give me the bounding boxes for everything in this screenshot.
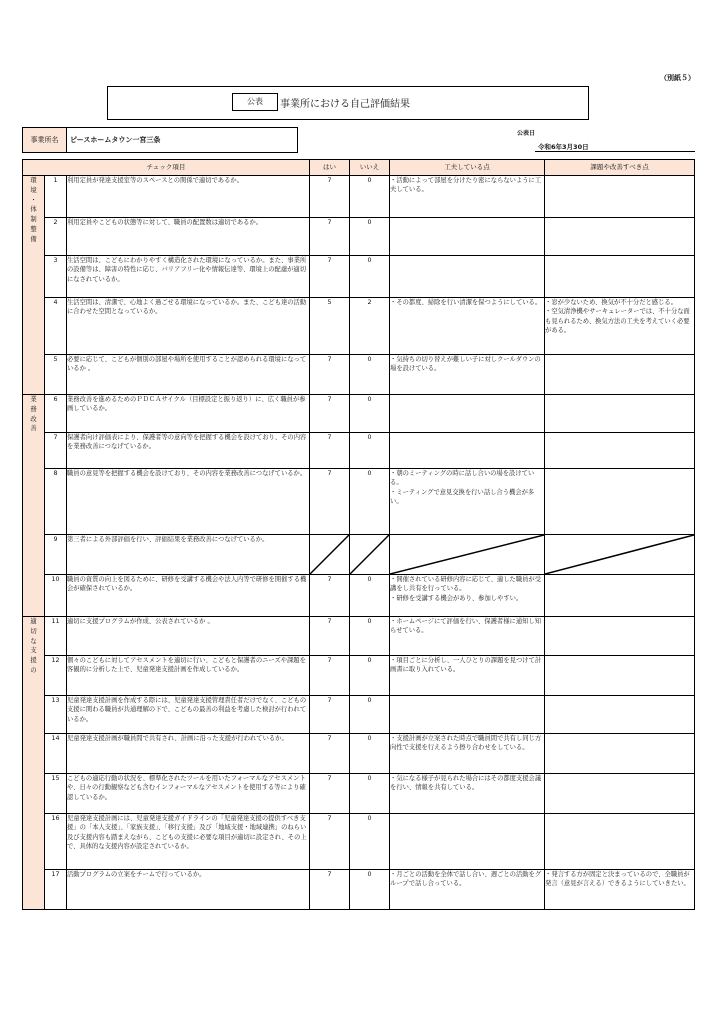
issues	[545, 774, 695, 814]
check-item: 利用定員が発達支援室等のスペースとの関係で適切であるか。	[67, 176, 310, 218]
section-label-char: 整	[30, 225, 37, 233]
table-row	[23, 535, 695, 575]
row-number: 14	[45, 734, 67, 774]
not-applicable-slash	[545, 535, 694, 574]
section-label-char: 支	[30, 647, 37, 655]
section-label-char: 適	[30, 618, 37, 625]
header-no: いいえ	[350, 160, 390, 176]
publication-date-underline	[535, 151, 695, 152]
section-label-char: 業	[30, 396, 37, 403]
table-row	[23, 176, 695, 218]
good-points	[390, 814, 545, 870]
section-label	[23, 617, 45, 910]
yes-count-na	[310, 535, 350, 575]
no-count: 0	[350, 814, 390, 870]
no-count: 0	[350, 774, 390, 814]
good-points	[390, 218, 545, 256]
table-row	[23, 298, 695, 355]
yes-count: 7	[310, 656, 350, 696]
good-points-na	[390, 535, 545, 575]
publication-date-label: 公表日	[517, 130, 536, 137]
issues: ・窓が少ないため、換気が不十分だと感じる。 ・空気清浄機やサーキュレーターでは、不十分な面も見られるため、換気方法の工夫を考えていく必要がある。	[545, 298, 695, 355]
check-item: こどもの適応行動の状況を、標準化されたツールを用いたフォーマルなアセスメントや、日々の行動観察なども含むインフォーマルなアセスメントを使用する等により確認しているか。	[67, 774, 310, 814]
row-number: 5	[45, 355, 67, 395]
section-label-char: 改	[30, 415, 37, 423]
row-number: 8	[45, 469, 67, 535]
no-count: 2	[350, 298, 390, 355]
section-label	[23, 395, 45, 617]
not-applicable-slash	[390, 535, 544, 574]
issues	[545, 656, 695, 696]
table-header-row	[23, 160, 695, 176]
public-tag: 公表	[232, 93, 278, 111]
table-row	[23, 617, 695, 656]
row-number: 1	[45, 176, 67, 218]
check-item: 必要に応じて、こどもが個別の部屋や場所を使用することが認められる環境になっているか 。	[67, 355, 310, 395]
check-item: 個々のこどもに対してアセスメントを適切に行い、こどもと保護者のニーズや課題を客観的に分析した上で、児童発達支援計画を作成しているか。	[67, 656, 310, 696]
row-number: 11	[45, 617, 67, 656]
no-count: 0	[350, 696, 390, 734]
row-number: 7	[45, 433, 67, 469]
row-number: 16	[45, 814, 67, 870]
issues	[545, 575, 695, 617]
table-row	[23, 696, 695, 734]
issues	[545, 176, 695, 218]
section-label-char: 制	[30, 216, 37, 223]
section-label-char: 環	[30, 177, 37, 184]
no-count-na	[350, 535, 390, 575]
yes-count: 7	[310, 433, 350, 469]
good-points: ・気持ちの切り替えが難しい子に対しクールダウンの場を設けている。	[390, 355, 545, 395]
issues	[545, 433, 695, 469]
issues	[545, 696, 695, 734]
yes-count: 7	[310, 218, 350, 256]
row-number: 2	[45, 218, 67, 256]
issues	[545, 617, 695, 656]
table-row	[23, 575, 695, 617]
table-row	[23, 256, 695, 298]
yes-count: 7	[310, 469, 350, 535]
row-number: 17	[45, 870, 67, 910]
row-number: 6	[45, 395, 67, 433]
header-check-item: チェック項目	[23, 160, 310, 176]
check-item: 生活空間は、こどもにわかりやすく構造化された環境になっているか。また、事業所の設備等は、障害の特性に応じ、バリアフリー化や情報伝達等、環境上の配慮が適切になされているか。	[67, 256, 310, 298]
issues	[545, 734, 695, 774]
good-points: ・活動によって部屋を分けたり密にならないように工夫している。	[390, 176, 545, 218]
section-label-char: ・	[30, 196, 37, 204]
yes-count: 7	[310, 617, 350, 656]
check-item: 第三者による外部評価を行い、評価結果を業務改善につなげているか。	[67, 535, 310, 575]
header-good-points: 工夫している点	[390, 160, 545, 176]
good-points: ・月ごとの活動を全体で話し合い、週ごとの活動をグループで話し合っている。	[390, 870, 545, 910]
yes-count: 7	[310, 256, 350, 298]
good-points: ・その都度、掃除を行い清潔を保つようにしている。	[390, 298, 545, 355]
issues	[545, 256, 695, 298]
yes-count: 7	[310, 395, 350, 433]
no-count: 0	[350, 433, 390, 469]
yes-count: 7	[310, 734, 350, 774]
table-row	[23, 870, 695, 910]
check-item: 児童発達支援計画には、児童発達支援ガイドラインの「児童発達支援の提供すべき支援」の「本人支援」、「家族支援」、「移行支援」及び「地域支援・地域連携」のねらい及び支援内容も踏まえながら、こどもの支援に必要な項目が適切に設定され、その上で、具体的な支援内容が設定されているか。	[67, 814, 310, 870]
row-number: 12	[45, 656, 67, 696]
section-label-char: 境	[30, 186, 37, 194]
section-label-char: 切	[30, 627, 37, 635]
title-box	[107, 86, 589, 120]
not-applicable-slash	[350, 535, 389, 574]
good-points: ・開催されている研修内容に応じて、適した職員が受講をし共有を行っている。 ・研修を受講する機会があり、参加しやすい。	[390, 575, 545, 617]
table-row	[23, 395, 695, 433]
office-name-label: 事業所名	[22, 127, 67, 153]
good-points: ・ホームページにて評価を行い、保護者様に通知し知らせている。	[390, 617, 545, 656]
row-number: 10	[45, 575, 67, 617]
no-count: 0	[350, 870, 390, 910]
check-item: 活動プログラムの立案をチームで行っているか。	[67, 870, 310, 910]
good-points: ・支援計画が立案された時点で職員間で共有し同じ方向性で支援を行えるよう擦り合わせをしている。	[390, 734, 545, 774]
good-points: ・項目ごとに分析し、一人ひとりの課題を見つけて計画書に取り入れている。	[390, 656, 545, 696]
table-row	[23, 774, 695, 814]
no-count: 0	[350, 469, 390, 535]
row-number: 13	[45, 696, 67, 734]
section-label-char: 善	[30, 425, 37, 433]
issues	[545, 355, 695, 395]
no-count: 0	[350, 395, 390, 433]
no-count: 0	[350, 734, 390, 774]
evaluation-table	[22, 159, 695, 910]
not-applicable-slash	[310, 535, 349, 574]
good-points	[390, 256, 545, 298]
table-row	[23, 656, 695, 696]
check-item: 保護者向け評価表により、保護者等の意向等を把握する機会を設けており、その内容を業務改善につなげているか。	[67, 433, 310, 469]
good-points	[390, 433, 545, 469]
table-row	[23, 469, 695, 535]
yes-count: 7	[310, 575, 350, 617]
row-number: 9	[45, 535, 67, 575]
table-row	[23, 355, 695, 395]
check-item: 業務改善を進めるためのＰＤＣＡサイクル（目標設定と振り返り）に、広く職員が参画しているか。	[67, 395, 310, 433]
table-row	[23, 218, 695, 256]
issues: ・発言する方が固定と決まっているので、全職員が発言（意見が言える）できるようにしていきたい。	[545, 870, 695, 910]
section-label-char: の	[30, 666, 37, 674]
check-item: 職員の資質の向上を図るために、研修を受講する機会や法人内等で研修を開催する機会が確保されているか。	[67, 575, 310, 617]
yes-count: 7	[310, 696, 350, 734]
good-points: ・気になる様子が見られた場合にはその都度支援会議を行い、情報を共有している。	[390, 774, 545, 814]
form-code: （別紙５）	[660, 74, 695, 82]
page-title: 事業所における自己評価結果	[280, 99, 410, 110]
good-points	[390, 395, 545, 433]
good-points: ・朝のミーティングの時に話し合いの場を設けている。 ・ミーティングで意見交換を行い話し合う機会が多い。	[390, 469, 545, 535]
check-item: 生活空間は、清潔で、心地よく過ごせる環境になっているか。また、こども達の活動に合わせた空間となっているか。	[67, 298, 310, 355]
table-row	[23, 734, 695, 774]
no-count: 0	[350, 176, 390, 218]
check-item: 職員の意見等を把握する機会を設けており、その内容を業務改善につなげているか。	[67, 469, 310, 535]
row-number: 4	[45, 298, 67, 355]
check-item: 児童発達支援計画を作成する際には、児童発達支援管理責任者だけでなく、こどもの支援に関わる職員が共通理解の下で、こどもの最善の利益を考慮した検討が行われているか。	[67, 696, 310, 734]
yes-count: 7	[310, 355, 350, 395]
issues	[545, 395, 695, 433]
section-label-char: な	[30, 637, 37, 645]
issues-na	[545, 535, 695, 575]
no-count: 0	[350, 355, 390, 395]
section-label-char: 体	[30, 206, 37, 214]
no-count: 0	[350, 218, 390, 256]
check-item: 児童発達支援計画が職員間で共有され、計画に沿った支援が行われているか。	[67, 734, 310, 774]
yes-count: 7	[310, 870, 350, 910]
header-yes: はい	[310, 160, 350, 176]
no-count: 0	[350, 575, 390, 617]
table-row	[23, 814, 695, 870]
yes-count: 5	[310, 298, 350, 355]
issues	[545, 218, 695, 256]
table-row	[23, 433, 695, 469]
section-label	[23, 176, 45, 395]
check-item: 利用定員やこどもの状態等に対して、職員の配置数は適切であるか。	[67, 218, 310, 256]
section-label-char: 援	[30, 657, 37, 664]
issues	[545, 469, 695, 535]
office-name: ピースホームタウン一宮三条	[66, 127, 298, 153]
yes-count: 7	[310, 774, 350, 814]
no-count: 0	[350, 617, 390, 656]
issues	[545, 814, 695, 870]
yes-count: 7	[310, 814, 350, 870]
table-body	[23, 176, 695, 910]
check-item: 適切に支援プログラムが作成、公表されているか 。	[67, 617, 310, 656]
section-label-char: 務	[30, 405, 37, 413]
row-number: 3	[45, 256, 67, 298]
no-count: 0	[350, 256, 390, 298]
section-label-char: 備	[30, 235, 37, 243]
header-issues: 課題や改善すべき点	[545, 160, 695, 176]
yes-count: 7	[310, 176, 350, 218]
good-points	[390, 696, 545, 734]
row-number: 15	[45, 774, 67, 814]
publication-date: 令和6年3月30日	[538, 143, 589, 151]
no-count: 0	[350, 656, 390, 696]
